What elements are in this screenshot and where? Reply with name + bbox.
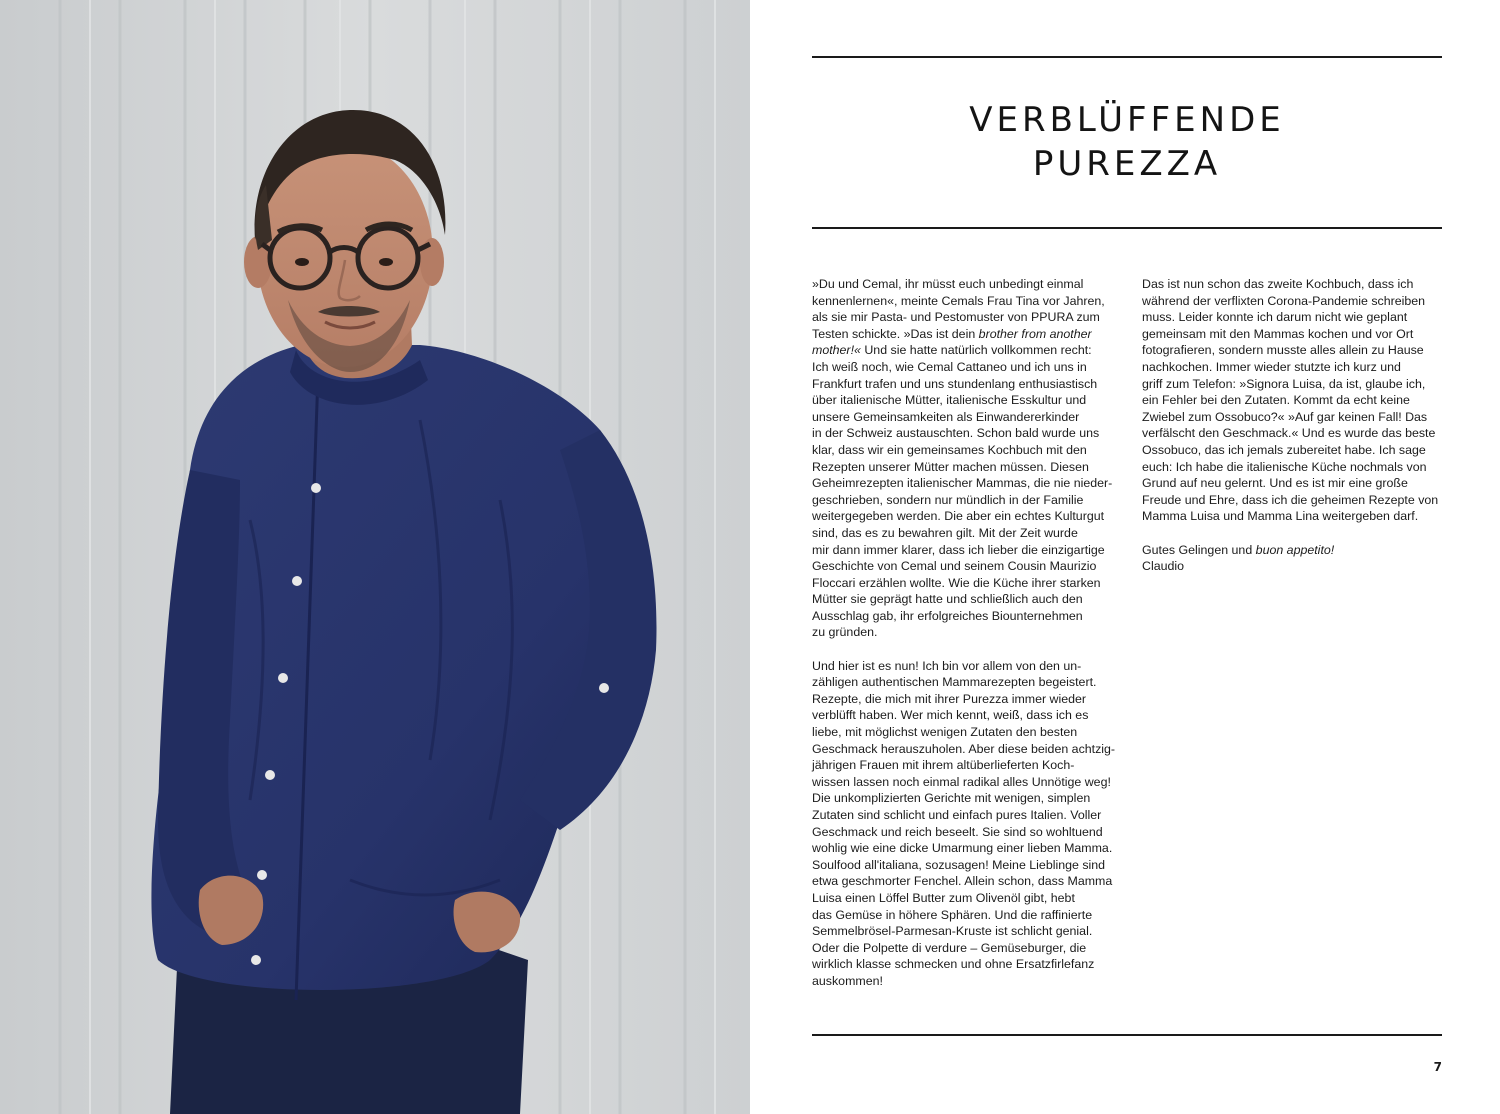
text-line: kennenlernen«, meinte Cemals Frau Tina vor Jahren,	[812, 293, 1105, 308]
text-line: Mamma Luisa und Mamma Lina weitergeben darf.	[1142, 509, 1419, 524]
text-line: zähligen authentischen Mammarezepten begeistert.	[812, 675, 1097, 690]
text-line: Soulfood all'italiana, sozusagen! Meine Lieblinge sind	[812, 857, 1106, 872]
paragraph-3	[1142, 276, 1454, 525]
text-line: zu gründen.	[812, 625, 878, 640]
page-number: 7	[1433, 1060, 1442, 1074]
text-line: weitergegeben werden. Die aber ein echtes Kulturgut	[812, 509, 1105, 524]
title-line-1: VERBLÜFFENDE	[969, 100, 1285, 140]
text-line: Floccari erzählen wollte. Wie die Küche ihrer starken	[812, 575, 1101, 590]
text-line: sind, das es zu bewahren gilt. Mit der Zeit wurde	[812, 525, 1078, 540]
text-line: Ausschlag gab, ihr erfolgreiches Biounternehmen	[812, 608, 1083, 623]
text-line: Und hier ist es nun! Ich bin vor allem von den un-	[812, 658, 1082, 673]
text-line: Das ist nun schon das zweite Kochbuch, dass ich	[1142, 277, 1414, 291]
text-line: Zutaten sind schlicht und einfach pures Italien. Voller	[812, 808, 1102, 822]
text-line: etwa geschmorter Fenchel. Allein schon, dass Mamma	[812, 874, 1113, 889]
text-line: nachkochen. Immer wieder stutzte ich kurz und	[1142, 359, 1401, 374]
text-line: wissen lassen noch einmal radikal alles Unnötige weg!	[812, 774, 1111, 789]
paragraph-1	[812, 276, 1130, 641]
text-line: in der Schweiz austauschten. Schon bald wurde uns	[812, 426, 1100, 441]
title-line-2: PUREZZA	[1032, 144, 1222, 184]
text-line: Ossobuco, das ich jemals zubereitet habe. Ich sage	[1142, 442, 1426, 457]
text-line: auskommen!	[812, 973, 883, 988]
text-line: mir dann immer klarer, dass ich lieber die einzigartige	[812, 542, 1105, 557]
text-line	[812, 326, 1130, 343]
text-page	[750, 0, 1500, 1114]
text-line: Rezepte, die mich mit ihrer Purezza immer wieder	[812, 691, 1087, 706]
text-line: liebe, mit möglichst wenigen Zutaten den besten	[812, 725, 1078, 740]
text-line: muss. Leider konnte ich darum nicht wie geplant	[1142, 310, 1408, 325]
text-line: Die unkomplizierten Gerichte mit wenigen, simplen	[812, 791, 1091, 806]
signature: Claudio	[1142, 559, 1185, 574]
text-line: verfälscht den Geschmack.« Und es wurde das beste	[1142, 426, 1436, 441]
text-column-left	[812, 276, 1130, 1006]
text-line: fotografieren, sondern musste alles allein zu Hause	[1142, 343, 1424, 358]
top-rule	[812, 56, 1442, 58]
title-bottom-rule	[812, 227, 1442, 229]
text-line	[812, 342, 1130, 359]
text-line: gemeinsam mit den Mammas kochen und vor Ort	[1142, 326, 1414, 341]
text-line: Geschmack und reich beseelt. Sie sind so wohltuend	[812, 824, 1103, 839]
text-line: Mütter sie geprägt hatte und schließlich auch den	[812, 592, 1083, 607]
text-run: Testen schickte. »Das ist dein	[812, 326, 979, 341]
text-line: verblüfft haben. Wer mich kennt, weiß, dass ich es	[812, 708, 1089, 723]
text-column-right	[1142, 276, 1454, 591]
closing-paragraph	[1142, 542, 1454, 575]
text-line: Freude und Ehre, dass ich die geheimen Rezepte von	[1142, 492, 1439, 507]
text-line: Zwiebel zum Ossobuco?« »Auf gar keinen Fall! Das	[1142, 409, 1428, 424]
text-line: das Gemüse in höhere Sphären. Und die raffinierte	[812, 907, 1093, 922]
italic-phrase: mother!«	[812, 343, 861, 358]
text-line: Geschichte von Cemal und seinem Cousin Maurizio	[812, 559, 1097, 574]
text-line: euch: Ich habe die italienische Küche nochmals von	[1142, 459, 1427, 474]
text-line: Geheimrezepten italienischer Mammas, die nie nieder-	[812, 476, 1113, 491]
text-line: Oder die Polpette di verdure – Gemüseburger, die	[812, 940, 1087, 955]
text-line: Ich weiß noch, wie Cemal Cattaneo und ich uns in	[812, 359, 1087, 374]
text-line: als sie mir Pasta- und Pestomuster von PPURA zum	[812, 310, 1100, 325]
text-line: Rezepten unserer Mütter machen müssen. Diesen	[812, 459, 1089, 474]
text-line: Semmelbrösel-Parmesan-Kruste ist schlicht genial.	[812, 924, 1093, 939]
text-line: Geschmack herauszuholen. Aber diese beiden achtzig-	[812, 741, 1116, 756]
closing-text: Gutes Gelingen und	[1142, 542, 1256, 557]
text-line: Grund auf neu gelernt. Und es ist mir eine große	[1142, 476, 1408, 491]
text-line: über italienische Mütter, italienische Esskultur und	[812, 393, 1087, 408]
text-line: wohlig wie eine dicke Umarmung einer lieben Mamma.	[812, 841, 1113, 856]
closing-line	[1142, 542, 1454, 559]
text-line: »Du und Cemal, ihr müsst euch unbedingt einmal	[812, 277, 1084, 291]
bottom-rule	[812, 1034, 1442, 1036]
italic-phrase: brother from another	[978, 326, 1092, 341]
text-line: griff zum Telefon: »Signora Luisa, da ist, glaube ich,	[1142, 376, 1426, 391]
text-run: Und sie hatte natürlich vollkommen recht:	[860, 343, 1092, 358]
text-line: wirklich klasse schmecken und ohne Ersatzfirlefanz	[812, 957, 1095, 972]
text-line: während der verflixten Corona-Pandemie schreiben	[1142, 293, 1426, 308]
text-line: klar, dass wir ein gemeinsames Kochbuch mit den	[812, 442, 1087, 457]
text-line: ein Fehler bei den Zutaten. Kommt da echt keine	[1142, 393, 1410, 408]
text-line: Frankfurt trafen und uns stundenlang enthusiastisch	[812, 376, 1098, 391]
text-line: unsere Gemeinsamkeiten als Einwandererkinder	[812, 409, 1080, 424]
page-title	[812, 98, 1442, 186]
text-line: Luisa einen Löffel Butter zum Olivenöl gibt, hebt	[812, 890, 1075, 905]
paragraph-2	[812, 658, 1130, 990]
text-line: jährigen Frauen mit ihrem altüberlieferten Koch-	[812, 758, 1075, 773]
text-line: geschrieben, sondern nur mündlich in der Familie	[812, 492, 1084, 507]
closing-italic: buon appetito!	[1255, 542, 1335, 557]
